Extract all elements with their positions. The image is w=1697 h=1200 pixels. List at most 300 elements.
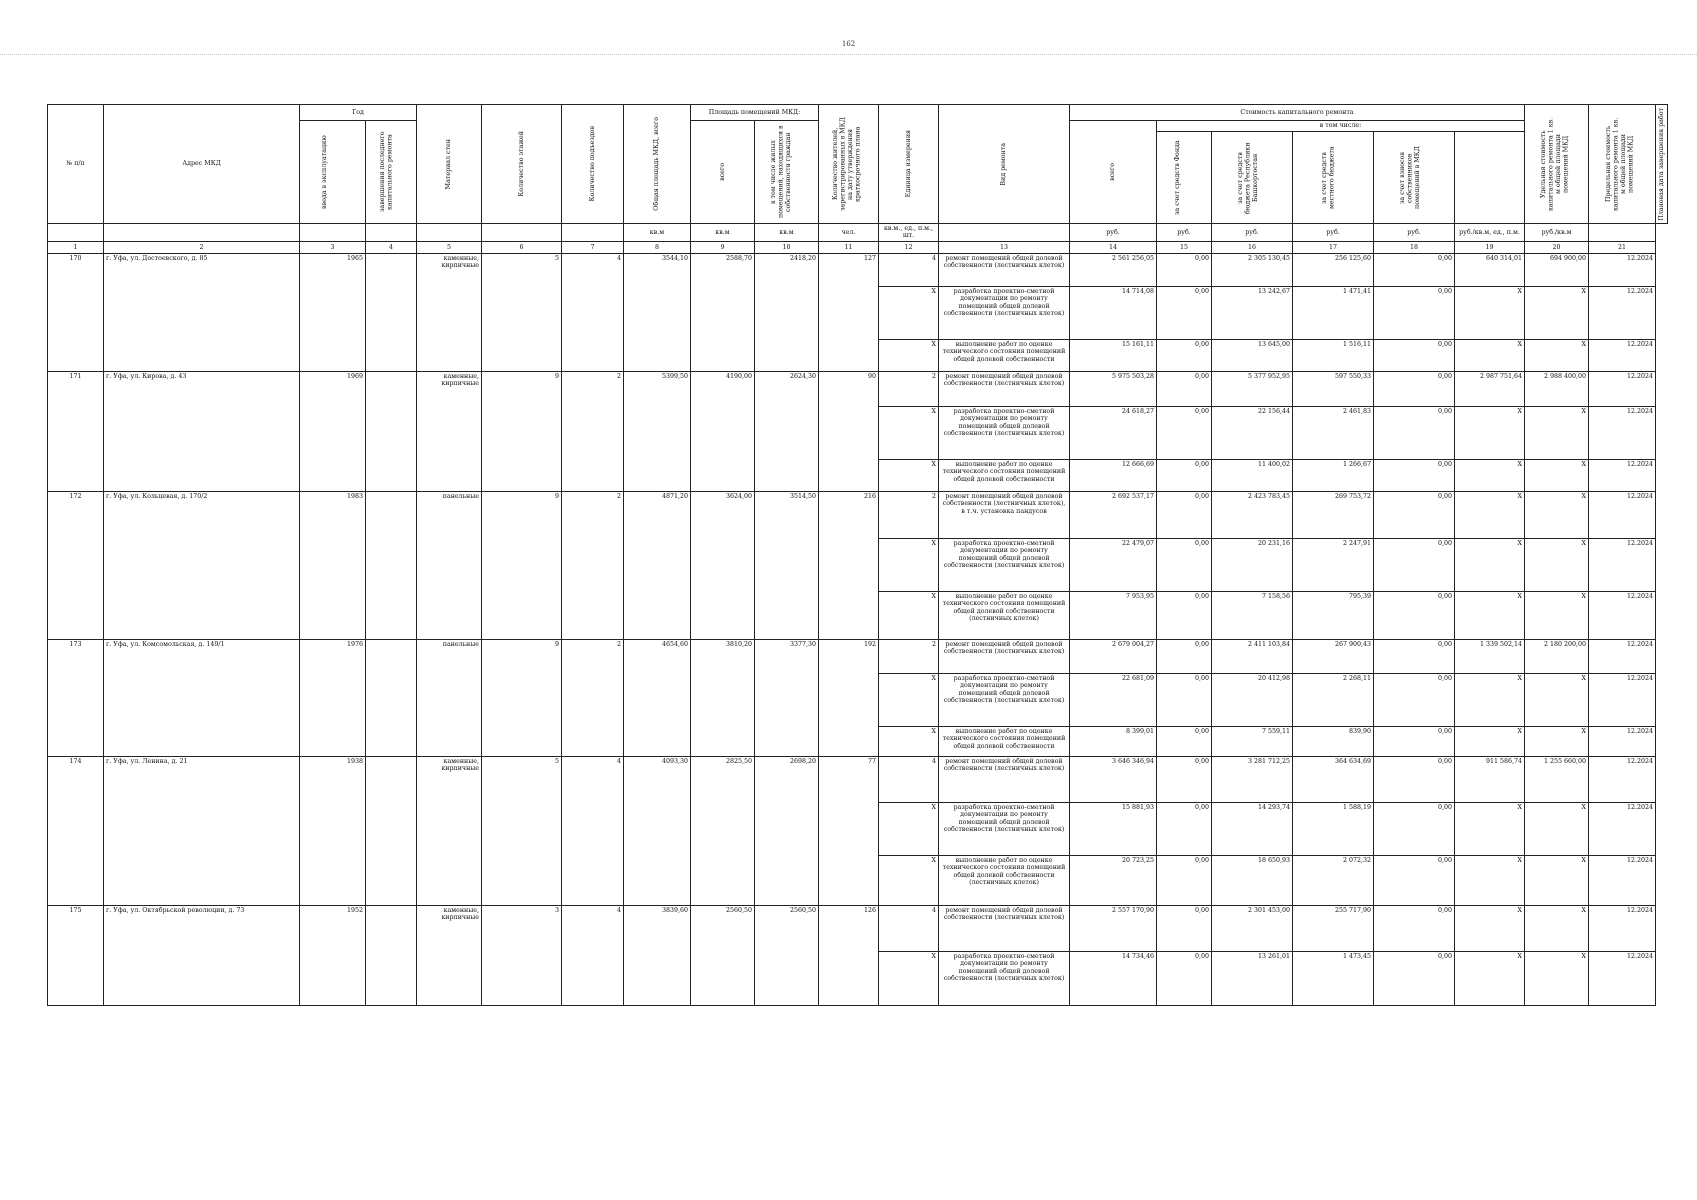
- house-walls: панельные: [417, 491, 482, 639]
- house-residents: 126: [819, 905, 879, 1005]
- work-cost-fund: 0,00: [1157, 855, 1212, 905]
- work-cost-fund: 0,00: [1157, 591, 1212, 639]
- unit-cost-republic: руб.: [1212, 224, 1293, 242]
- work-date: 12.2024: [1589, 371, 1656, 406]
- unit-unit-cost: руб./кв.м, ед., п.м.: [1455, 224, 1525, 242]
- work-type: ремонт помещений общей долевой собственности (лестничных клеток): [939, 371, 1070, 406]
- work-max-cost: X: [1525, 406, 1589, 459]
- work-max-cost: 694 900,00: [1525, 253, 1589, 286]
- house-year-repair: [366, 253, 417, 371]
- work-qty: X: [879, 459, 939, 491]
- house-floors: 3: [482, 905, 562, 1005]
- work-qty: X: [879, 802, 939, 855]
- work-type: разработка проектно-сметной документации по ремонту помещений общей долевой собственности (лестничных клеток): [939, 673, 1070, 726]
- unit-cost-owners: руб.: [1374, 224, 1455, 242]
- work-cost-republic: 14 293,74: [1212, 802, 1293, 855]
- work-max-cost: 1 255 660,00: [1525, 756, 1589, 802]
- house-premises-owned: 3377,30: [755, 639, 819, 756]
- house-premises-owned: 2624,30: [755, 371, 819, 491]
- house-entrances: 4: [562, 905, 624, 1005]
- unit-max-cost: руб./кв.м: [1525, 224, 1589, 242]
- house-walls: каменные, кирпичные: [417, 756, 482, 905]
- work-qty: X: [879, 538, 939, 591]
- house-total-area: 4093,30: [624, 756, 691, 905]
- work-type: разработка проектно-сметной документации по ремонту помещений общей долевой собственности (лестничных клеток): [939, 802, 1070, 855]
- column-number: 14: [1070, 241, 1157, 253]
- work-unit-cost: 911 586,74: [1455, 756, 1525, 802]
- house-num: 173: [48, 639, 104, 756]
- work-unit-cost: X: [1455, 802, 1525, 855]
- work-type: выполнение работ по оценке технического состояния помещений общей долевой собственности (лестничных клеток): [939, 855, 1070, 905]
- work-cost-owners: 0,00: [1374, 802, 1455, 855]
- house-num: 172: [48, 491, 104, 639]
- work-cost-local: 255 717,90: [1293, 905, 1374, 951]
- repair-plan-sheet: [47, 104, 1668, 1006]
- work-cost-local: 1 471,41: [1293, 286, 1374, 339]
- work-cost-republic: 2 411 103,84: [1212, 639, 1293, 673]
- header-cost-total: всего: [1070, 121, 1157, 224]
- work-qty: X: [879, 855, 939, 905]
- work-cost-owners: 0,00: [1374, 491, 1455, 538]
- column-number: 8: [624, 241, 691, 253]
- work-qty: X: [879, 406, 939, 459]
- house-walls: каменные, кирпичные: [417, 371, 482, 491]
- column-number: 9: [691, 241, 755, 253]
- page-number: 162: [841, 40, 856, 48]
- house-year-built: 1965: [300, 253, 366, 371]
- header-total-area: Общая площадь МКД, всего: [624, 105, 691, 224]
- work-cost-republic: 13 242,67: [1212, 286, 1293, 339]
- work-date: 12.2024: [1589, 756, 1656, 802]
- work-cost-owners: 0,00: [1374, 253, 1455, 286]
- house-total-area: 4654,60: [624, 639, 691, 756]
- work-type: выполнение работ по оценке технического состояния помещений общей долевой собственности: [939, 459, 1070, 491]
- header-cost-group: Стоимость капитального ремонта: [1070, 105, 1525, 121]
- work-unit-cost: X: [1455, 951, 1525, 1005]
- work-cost-owners: 0,00: [1374, 639, 1455, 673]
- house-premises-owned: 2698,20: [755, 756, 819, 905]
- work-date: 12.2024: [1589, 339, 1656, 371]
- work-qty: X: [879, 726, 939, 756]
- header-num: № п/п: [48, 105, 104, 224]
- work-date: 12.2024: [1589, 673, 1656, 726]
- work-unit-cost: X: [1455, 726, 1525, 756]
- work-date: 12.2024: [1589, 253, 1656, 286]
- work-cost-fund: 0,00: [1157, 538, 1212, 591]
- table-row: [48, 756, 1668, 802]
- column-number: 2: [104, 241, 300, 253]
- header-residents: Количество жителей, зарегистрированных в МКД на дату утверждения краткосрочного плана: [819, 105, 879, 224]
- header-including: в том числе:: [1157, 121, 1525, 132]
- house-floors: 5: [482, 756, 562, 905]
- work-max-cost: X: [1525, 802, 1589, 855]
- house-entrances: 4: [562, 756, 624, 905]
- work-max-cost: X: [1525, 855, 1589, 905]
- header-entrances: Количество подъездов: [562, 105, 624, 224]
- unit-total-area: кв.м: [624, 224, 691, 242]
- house-year-repair: [366, 905, 417, 1005]
- column-number: 4: [366, 241, 417, 253]
- house-premises-total: 2825,50: [691, 756, 755, 905]
- column-number: 17: [1293, 241, 1374, 253]
- work-cost-local: 1 266,67: [1293, 459, 1374, 491]
- work-cost-local: 269 753,72: [1293, 491, 1374, 538]
- work-max-cost: X: [1525, 726, 1589, 756]
- work-cost-total: 3 646 346,94: [1070, 756, 1157, 802]
- header-unit-cost: Удельная стоимость капитального ремонта 1 кв. м общей площади помещений МКД: [1525, 105, 1589, 224]
- work-cost-owners: 0,00: [1374, 339, 1455, 371]
- work-cost-total: 12 666,69: [1070, 459, 1157, 491]
- unit-measure: кв.м., ед., п.м., шт.: [879, 224, 939, 242]
- work-cost-owners: 0,00: [1374, 756, 1455, 802]
- house-total-area: 3839,60: [624, 905, 691, 1005]
- house-residents: 127: [819, 253, 879, 371]
- house-address: г. Уфа, ул. Ленина, д. 21: [104, 756, 300, 905]
- work-date: 12.2024: [1589, 855, 1656, 905]
- work-cost-local: 1 516,11: [1293, 339, 1374, 371]
- header-floors: Количество этажей: [482, 105, 562, 224]
- column-number: 21: [1589, 241, 1656, 253]
- work-cost-total: 2 557 170,90: [1070, 905, 1157, 951]
- work-cost-owners: 0,00: [1374, 406, 1455, 459]
- work-unit-cost: X: [1455, 855, 1525, 905]
- unit-cost-fund: руб.: [1157, 224, 1212, 242]
- units-row: [48, 224, 1668, 242]
- header-year-last-repair: завершения последнего капитального ремонта: [366, 121, 417, 224]
- table-row: [48, 491, 1668, 538]
- work-date: 12.2024: [1589, 491, 1656, 538]
- work-max-cost: X: [1525, 339, 1589, 371]
- work-cost-republic: 5 377 952,95: [1212, 371, 1293, 406]
- work-max-cost: 2 180 200,00: [1525, 639, 1589, 673]
- column-number: 1: [48, 241, 104, 253]
- work-cost-local: 364 634,69: [1293, 756, 1374, 802]
- work-cost-total: 24 618,27: [1070, 406, 1157, 459]
- work-cost-fund: 0,00: [1157, 491, 1212, 538]
- work-cost-local: 1 588,19: [1293, 802, 1374, 855]
- work-cost-total: 2 679 004,27: [1070, 639, 1157, 673]
- work-qty: 2: [879, 371, 939, 406]
- work-cost-fund: 0,00: [1157, 371, 1212, 406]
- work-cost-local: 2 072,32: [1293, 855, 1374, 905]
- house-residents: 192: [819, 639, 879, 756]
- work-type: ремонт помещений общей долевой собственности (лестничных клеток): [939, 253, 1070, 286]
- header-cost-owners: за счет взносов собственников помещений в МКД: [1374, 132, 1455, 224]
- work-cost-republic: 22 156,44: [1212, 406, 1293, 459]
- column-number: 3: [300, 241, 366, 253]
- work-qty: 2: [879, 639, 939, 673]
- house-premises-owned: 2560,50: [755, 905, 819, 1005]
- work-qty: X: [879, 339, 939, 371]
- work-unit-cost: X: [1455, 905, 1525, 951]
- house-premises-total: 4190,00: [691, 371, 755, 491]
- work-qty: 2: [879, 491, 939, 538]
- work-cost-fund: 0,00: [1157, 673, 1212, 726]
- work-cost-fund: 0,00: [1157, 406, 1212, 459]
- work-max-cost: X: [1525, 286, 1589, 339]
- work-max-cost: X: [1525, 905, 1589, 951]
- house-address: г. Уфа, ул. Кольцевая, д. 170/2: [104, 491, 300, 639]
- unit-premises-total: кв.м: [691, 224, 755, 242]
- column-number: 10: [755, 241, 819, 253]
- unit-cost-total: руб.: [1070, 224, 1157, 242]
- column-number: 20: [1525, 241, 1589, 253]
- house-year-built: 1976: [300, 639, 366, 756]
- work-cost-local: 1 473,45: [1293, 951, 1374, 1005]
- column-number: 7: [562, 241, 624, 253]
- work-qty: 4: [879, 253, 939, 286]
- header-cost-fund: за счет средств Фонда: [1157, 132, 1212, 224]
- work-cost-republic: 20 231,16: [1212, 538, 1293, 591]
- house-entrances: 4: [562, 253, 624, 371]
- house-year-built: 1952: [300, 905, 366, 1005]
- work-qty: 4: [879, 756, 939, 802]
- work-max-cost: X: [1525, 591, 1589, 639]
- table-row: [48, 371, 1668, 406]
- house-walls: каменные, кирпичные: [417, 253, 482, 371]
- work-type: разработка проектно-сметной документации по ремонту помещений общей долевой собственности (лестничных клеток): [939, 406, 1070, 459]
- capital-repair-table: [47, 104, 1668, 1006]
- work-cost-owners: 0,00: [1374, 726, 1455, 756]
- work-cost-fund: 0,00: [1157, 802, 1212, 855]
- work-cost-local: 2 247,91: [1293, 538, 1374, 591]
- house-address: г. Уфа, ул. Октябрьской революции, д. 73: [104, 905, 300, 1005]
- work-cost-owners: 0,00: [1374, 591, 1455, 639]
- house-floors: 5: [482, 253, 562, 371]
- work-cost-owners: 0,00: [1374, 371, 1455, 406]
- column-number: 15: [1157, 241, 1212, 253]
- work-type: ремонт помещений общей долевой собственности (лестничных клеток): [939, 905, 1070, 951]
- work-cost-republic: 2 301 453,00: [1212, 905, 1293, 951]
- work-cost-total: 5 975 503,28: [1070, 371, 1157, 406]
- header-cost-republic: за счет средств бюджета Республики Башкортостан: [1212, 132, 1293, 224]
- work-cost-total: 22 479,07: [1070, 538, 1157, 591]
- table-row: [48, 905, 1668, 951]
- work-unit-cost: X: [1455, 406, 1525, 459]
- work-date: 12.2024: [1589, 726, 1656, 756]
- work-cost-fund: 0,00: [1157, 339, 1212, 371]
- work-qty: X: [879, 286, 939, 339]
- header-year-commissioning: ввода в эксплуатацию: [300, 121, 366, 224]
- work-cost-total: 22 681,09: [1070, 673, 1157, 726]
- work-cost-republic: 20 412,98: [1212, 673, 1293, 726]
- work-cost-republic: 2 423 783,45: [1212, 491, 1293, 538]
- work-cost-republic: 11 400,02: [1212, 459, 1293, 491]
- column-number: 6: [482, 241, 562, 253]
- house-year-repair: [366, 491, 417, 639]
- column-number: 16: [1212, 241, 1293, 253]
- work-unit-cost: X: [1455, 538, 1525, 591]
- work-cost-total: 8 399,01: [1070, 726, 1157, 756]
- work-cost-owners: 0,00: [1374, 673, 1455, 726]
- work-cost-fund: 0,00: [1157, 639, 1212, 673]
- header-address: Адрес МКД: [104, 105, 300, 224]
- work-cost-local: 839,90: [1293, 726, 1374, 756]
- house-entrances: 2: [562, 491, 624, 639]
- header-premises-total: всего: [691, 121, 755, 224]
- work-cost-total: 14 734,46: [1070, 951, 1157, 1005]
- house-year-built: 1938: [300, 756, 366, 905]
- house-address: г. Уфа, ул. Комсомольская, д. 149/1: [104, 639, 300, 756]
- house-year-repair: [366, 639, 417, 756]
- work-max-cost: X: [1525, 951, 1589, 1005]
- unit-cost-local: руб.: [1293, 224, 1374, 242]
- header-planned-date: Плановая дата завершения работ: [1656, 105, 1668, 224]
- work-cost-total: 15 161,11: [1070, 339, 1157, 371]
- work-max-cost: 2 988 400,00: [1525, 371, 1589, 406]
- work-date: 12.2024: [1589, 591, 1656, 639]
- work-cost-republic: 7 158,56: [1212, 591, 1293, 639]
- house-floors: 9: [482, 491, 562, 639]
- header-max-cost: Предельная стоимость капитального ремонта 1 кв. м общей площади помещений МКД: [1589, 105, 1656, 224]
- house-residents: 77: [819, 756, 879, 905]
- column-number: 12: [879, 241, 939, 253]
- work-cost-owners: 0,00: [1374, 951, 1455, 1005]
- work-cost-local: 597 550,33: [1293, 371, 1374, 406]
- column-number: 11: [819, 241, 879, 253]
- work-type: ремонт помещений общей долевой собственности (лестничных клеток): [939, 756, 1070, 802]
- house-floors: 9: [482, 639, 562, 756]
- work-cost-owners: 0,00: [1374, 286, 1455, 339]
- house-floors: 9: [482, 371, 562, 491]
- work-unit-cost: 1 339 502,14: [1455, 639, 1525, 673]
- work-type: ремонт помещений общей долевой собственности (лестничных клеток): [939, 639, 1070, 673]
- work-cost-fund: 0,00: [1157, 905, 1212, 951]
- work-cost-fund: 0,00: [1157, 726, 1212, 756]
- work-date: 12.2024: [1589, 639, 1656, 673]
- work-cost-republic: 13 261,01: [1212, 951, 1293, 1005]
- work-cost-local: 267 900,43: [1293, 639, 1374, 673]
- work-qty: 4: [879, 905, 939, 951]
- house-premises-total: 3624,00: [691, 491, 755, 639]
- work-cost-total: 15 881,93: [1070, 802, 1157, 855]
- work-date: 12.2024: [1589, 286, 1656, 339]
- work-cost-fund: 0,00: [1157, 951, 1212, 1005]
- house-num: 174: [48, 756, 104, 905]
- work-cost-owners: 0,00: [1374, 459, 1455, 491]
- house-num: 175: [48, 905, 104, 1005]
- work-type: выполнение работ по оценке технического состояния помещений общей долевой собственности: [939, 726, 1070, 756]
- table-row: [48, 639, 1668, 673]
- work-unit-cost: X: [1455, 339, 1525, 371]
- house-year-repair: [366, 371, 417, 491]
- work-max-cost: X: [1525, 491, 1589, 538]
- column-numbers-row: [48, 241, 1668, 253]
- column-number: 18: [1374, 241, 1455, 253]
- house-year-built: 1969: [300, 371, 366, 491]
- work-cost-total: 20 723,25: [1070, 855, 1157, 905]
- table-header: [48, 105, 1668, 254]
- work-date: 12.2024: [1589, 802, 1656, 855]
- house-walls: каменные, кирпичные: [417, 905, 482, 1005]
- work-cost-total: 2 692 537,17: [1070, 491, 1157, 538]
- work-date: 12.2024: [1589, 951, 1656, 1005]
- work-type: выполнение работ по оценке технического состояния помещений общей долевой собственности: [939, 339, 1070, 371]
- work-cost-republic: 7 559,11: [1212, 726, 1293, 756]
- header-premises-area-group: Площадь помещений МКД:: [691, 105, 819, 121]
- house-entrances: 2: [562, 371, 624, 491]
- work-unit-cost: X: [1455, 459, 1525, 491]
- work-cost-fund: 0,00: [1157, 459, 1212, 491]
- work-type: разработка проектно-сметной документации по ремонту помещений общей долевой собственности (лестничных клеток): [939, 951, 1070, 1005]
- house-walls: панельные: [417, 639, 482, 756]
- house-year-built: 1983: [300, 491, 366, 639]
- work-cost-owners: 0,00: [1374, 905, 1455, 951]
- header-wall-material: Материал стен: [417, 105, 482, 224]
- work-unit-cost: X: [1455, 286, 1525, 339]
- work-unit-cost: 640 314,01: [1455, 253, 1525, 286]
- work-date: 12.2024: [1589, 538, 1656, 591]
- house-total-area: 5399,50: [624, 371, 691, 491]
- work-cost-republic: 2 305 130,45: [1212, 253, 1293, 286]
- house-premises-owned: 2418,20: [755, 253, 819, 371]
- work-unit-cost: X: [1455, 591, 1525, 639]
- work-max-cost: X: [1525, 459, 1589, 491]
- work-type: разработка проектно-сметной документации по ремонту помещений общей долевой собственности (лестничных клеток): [939, 286, 1070, 339]
- work-cost-fund: 0,00: [1157, 253, 1212, 286]
- house-entrances: 2: [562, 639, 624, 756]
- header-repair-type: Вид ремонта: [939, 105, 1070, 224]
- work-unit-cost: X: [1455, 673, 1525, 726]
- house-num: 171: [48, 371, 104, 491]
- column-number: 13: [939, 241, 1070, 253]
- work-cost-local: 2 461,83: [1293, 406, 1374, 459]
- scan-edge-line: [0, 54, 1697, 55]
- house-total-area: 3544,10: [624, 253, 691, 371]
- work-cost-republic: 18 650,93: [1212, 855, 1293, 905]
- work-cost-republic: 13 645,00: [1212, 339, 1293, 371]
- house-num: 170: [48, 253, 104, 371]
- header-premises-owned: в том числе жилых помещений, находящихся в собственности граждан: [755, 121, 819, 224]
- house-premises-owned: 3514,50: [755, 491, 819, 639]
- work-cost-fund: 0,00: [1157, 286, 1212, 339]
- work-unit-cost: X: [1455, 491, 1525, 538]
- house-address: г. Уфа, ул. Достоевского, д. 85: [104, 253, 300, 371]
- house-residents: 216: [819, 491, 879, 639]
- work-cost-total: 2 561 256,05: [1070, 253, 1157, 286]
- work-date: 12.2024: [1589, 459, 1656, 491]
- work-unit-cost: 2 987 751,64: [1455, 371, 1525, 406]
- work-qty: X: [879, 951, 939, 1005]
- header-year-group: Год: [300, 105, 417, 121]
- work-max-cost: X: [1525, 538, 1589, 591]
- header-unit-of-measure: Единица измерения: [879, 105, 939, 224]
- work-cost-total: 7 953,95: [1070, 591, 1157, 639]
- house-address: г. Уфа, ул. Кирова, д. 43: [104, 371, 300, 491]
- work-qty: X: [879, 591, 939, 639]
- house-residents: 90: [819, 371, 879, 491]
- house-premises-total: 3810,20: [691, 639, 755, 756]
- work-date: 12.2024: [1589, 905, 1656, 951]
- house-total-area: 4871,20: [624, 491, 691, 639]
- work-cost-total: 14 714,08: [1070, 286, 1157, 339]
- house-premises-total: 2588,70: [691, 253, 755, 371]
- unit-premises-owned: кв.м: [755, 224, 819, 242]
- work-type: ремонт помещений общей долевой собственности (лестничных клеток), в т.ч. установка пандусов: [939, 491, 1070, 538]
- work-cost-local: 256 125,60: [1293, 253, 1374, 286]
- work-cost-local: 2 268,11: [1293, 673, 1374, 726]
- column-number: 19: [1455, 241, 1525, 253]
- work-type: выполнение работ по оценке технического состояния помещений общей долевой собственности (лестничных клеток): [939, 591, 1070, 639]
- work-date: 12.2024: [1589, 406, 1656, 459]
- work-cost-owners: 0,00: [1374, 855, 1455, 905]
- house-year-repair: [366, 756, 417, 905]
- column-number: 5: [417, 241, 482, 253]
- work-cost-local: 795,39: [1293, 591, 1374, 639]
- header-cost-local: за счет средств местного бюджета: [1293, 132, 1374, 224]
- work-max-cost: X: [1525, 673, 1589, 726]
- table-row: [48, 253, 1668, 286]
